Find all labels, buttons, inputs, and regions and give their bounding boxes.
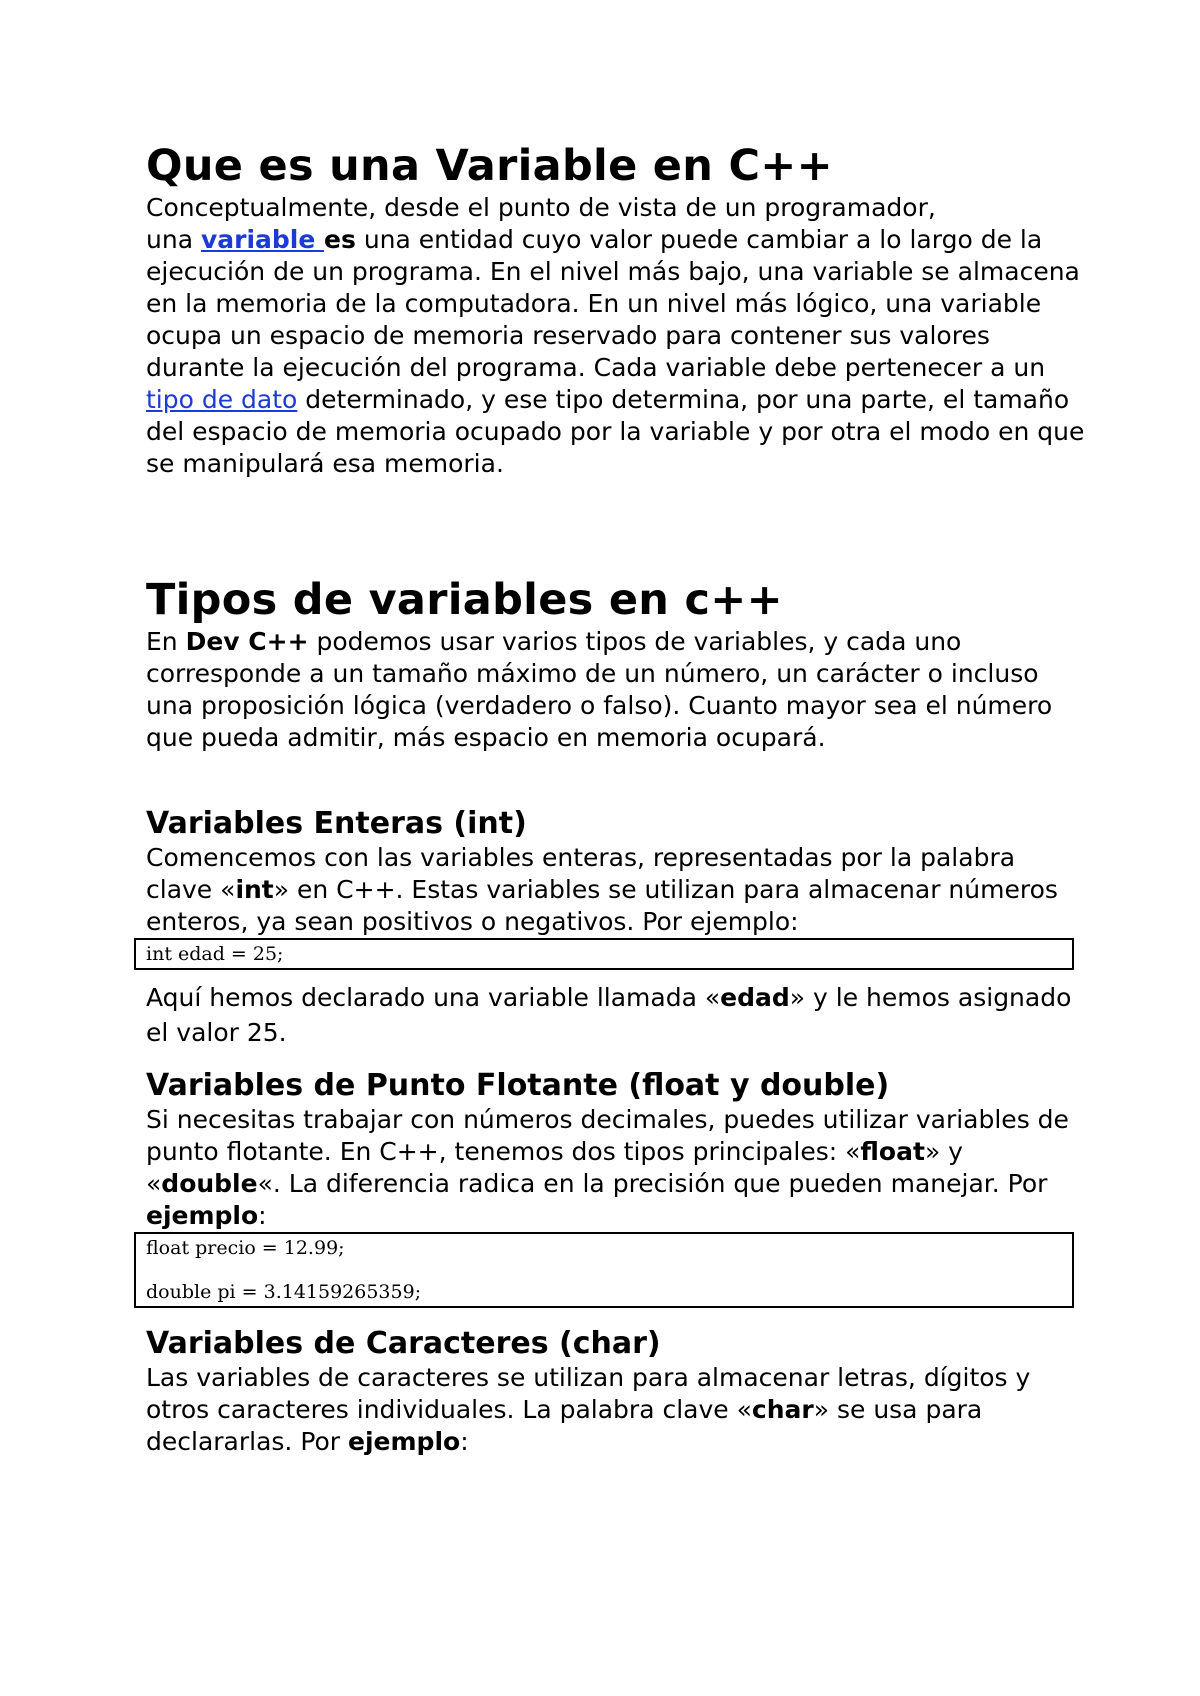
tipos-en: En [146, 627, 186, 656]
char-text-a: Las variables de caracteres se utilizan para almacenar letras, dígitos y otros caracteres individuales. La palabra clave « [146, 1363, 1031, 1424]
code-line: int edad = 25; [146, 943, 284, 965]
tipo-de-dato-link[interactable]: tipo de dato [146, 385, 298, 414]
paragraph-edad [146, 980, 1086, 1050]
code-line: float precio = 12.99; [146, 1237, 345, 1259]
edad-text-b: » y le hemos asignado el valor 25. [146, 983, 1072, 1047]
float-text-a: Si necesitas trabajar con números decimales, puedes utilizar variables de punto flotante. En C++, tenemos dos tipos principales: « [146, 1105, 1069, 1166]
paragraph-flotante [146, 1104, 1086, 1232]
intro-rest2: determinado, y ese tipo determina, por una parte, el tamaño del espacio de memoria ocupado por la variable y por otra el modo en que se manipulará esa memoria. [146, 385, 1085, 478]
float-text-d: : [258, 1201, 267, 1230]
float-bold-double: double [161, 1169, 258, 1198]
intro-una: una [146, 225, 201, 254]
variable-link[interactable]: variable [200, 225, 325, 254]
intro-rest1: una entidad cuyo valor puede cambiar a lo largo de la ejecución de un programa. En el nivel más bajo, una variable se almacena en la memoria de la computadora. En un nivel más lógico, una variable ocupa un espacio de memoria reservado para contener sus valores durante la ejecución del programa. Cada variable debe pertenecer a un [146, 225, 1080, 382]
paragraph-enteras [146, 842, 1086, 938]
intro-text: Conceptualmente, desde el punto de vista de un programador, [146, 193, 936, 222]
char-bold-ejemplo: ejemplo [348, 1427, 461, 1456]
edad-text-a: Aquí hemos declarado una variable llamada « [146, 983, 721, 1012]
float-bold-float: float [860, 1137, 925, 1166]
enteras-int: int [235, 875, 274, 904]
heading-variables-enteras: Variables Enteras (int) [146, 806, 527, 841]
char-text-b: » se usa para declararlas. Por [146, 1395, 983, 1456]
code-block-float [134, 1232, 1074, 1308]
tipos-dev: Dev C++ [185, 627, 309, 656]
float-text-c: «. La diferencia radica en la precisión que pueden manejar. Por [257, 1169, 1048, 1198]
document-page [146, 140, 1086, 1458]
heading-tipos-variables: Tipos de variables en c++ [146, 575, 783, 625]
paragraph-intro [146, 192, 1086, 480]
edad-bold: edad [720, 983, 790, 1012]
paragraph-caracteres [146, 1362, 1086, 1458]
enteras-text-a: Comencemos con las variables enteras, representadas por la palabra clave « [146, 843, 1016, 904]
float-bold-ejemplo: ejemplo [146, 1201, 259, 1230]
intro-es: es [324, 225, 356, 254]
char-text-c: : [460, 1427, 469, 1456]
tipos-rest: podemos usar varios tipos de variables, y cada uno corresponde a un tamaño máximo de un número, un carácter o incluso una proposición lógica (verdadero o falso). Cuanto mayor sea el número que pueda admitir, más espacio en memoria ocupará. [146, 627, 1053, 752]
paragraph-tipos [146, 626, 1086, 754]
float-text-b: » y « [146, 1137, 963, 1198]
heading-punto-flotante: Variables de Punto Flotante (float y double) [146, 1068, 890, 1103]
code-line: double pi = 3.14159265359; [146, 1281, 422, 1303]
enteras-text-b: » en C++. Estas variables se utilizan para almacenar números enteros, ya sean positivos o negativos. Por ejemplo: [146, 875, 1058, 936]
heading-caracteres: Variables de Caracteres (char) [146, 1326, 661, 1361]
code-block-int [134, 938, 1074, 970]
char-bold-char: char [751, 1395, 814, 1424]
heading-que-es-variable: Que es una Variable en C++ [146, 141, 833, 191]
